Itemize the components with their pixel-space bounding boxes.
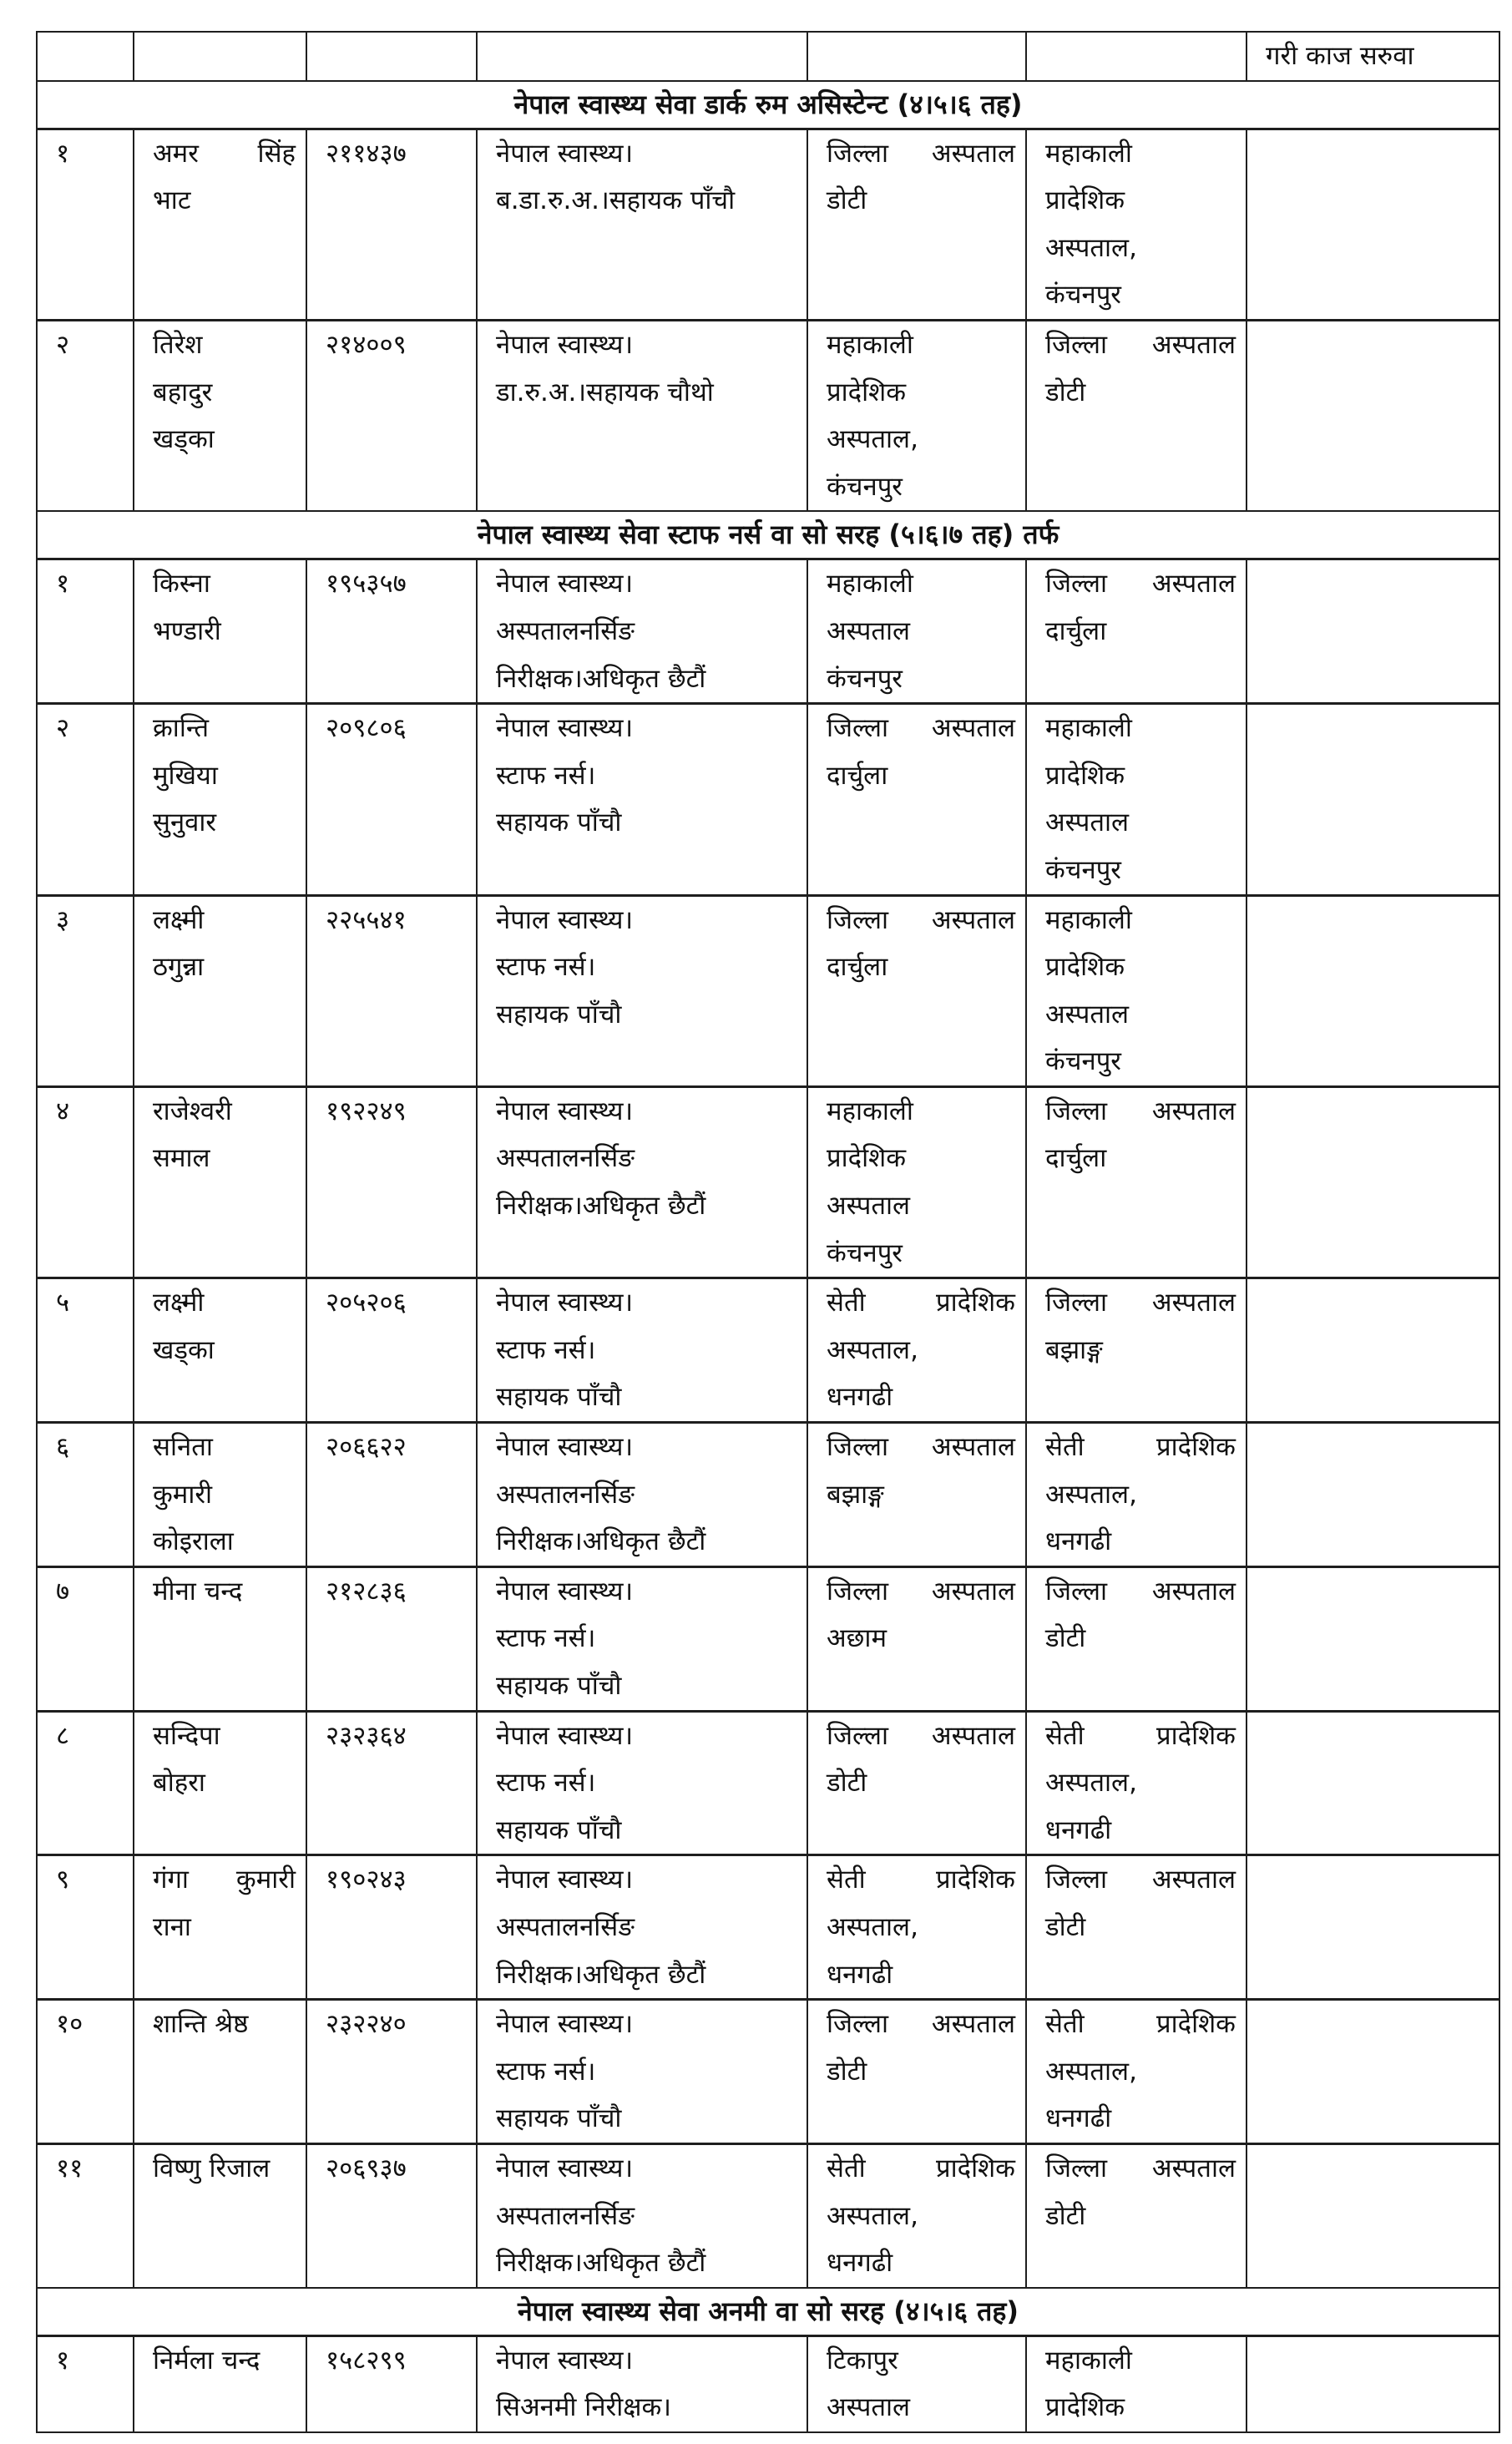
cell-employee-name	[134, 559, 306, 704]
cell-employee-name	[134, 2335, 306, 2432]
cell-from-office-line: प्रादेशिक	[827, 377, 907, 407]
cell-service-post	[477, 2000, 807, 2144]
cell-service-post	[477, 1278, 807, 1423]
cell-to-office-line: जिल्ला अस्पताल	[1045, 1865, 1236, 1895]
table-row	[37, 1855, 1499, 2000]
cell-employee-name-line: सनिता	[153, 1432, 213, 1463]
cell-to-office	[1026, 2335, 1247, 2432]
cell-employee-name	[134, 1855, 306, 2000]
cell-from-office-line: अस्पताल,	[827, 2200, 918, 2231]
cell-to-office-line: धनगढी	[1045, 2103, 1112, 2134]
cell-to-office	[1026, 1566, 1247, 1711]
cell-remarks	[1247, 2000, 1499, 2144]
cell-from-office	[807, 129, 1026, 320]
cell-employee-id	[306, 1711, 477, 1855]
cell-service-post-line: अस्पतालनर्सिङ	[496, 2200, 635, 2231]
cell-service-post-line: नेपाल स्वास्थ्य।	[496, 1288, 634, 1318]
cell-employee-name-line: गंगा कुमारी	[153, 1865, 296, 1895]
table-row	[37, 2000, 1499, 2144]
header-cell-remarks: गरी काज सरुवा	[1247, 32, 1499, 81]
cell-from-office	[807, 704, 1026, 895]
cell-service-post	[477, 704, 807, 895]
section-header-row	[37, 511, 1499, 559]
cell-employee-id	[306, 1086, 477, 1278]
cell-to-office-line: जिल्ला अस्पताल	[1045, 2153, 1236, 2183]
cell-from-office-line: अस्पताल	[827, 2392, 911, 2423]
cell-from-office-line: जिल्ला अस्पताल	[827, 2009, 1015, 2040]
cell-to-office-line: प्रादेशिक	[1045, 2392, 1125, 2423]
cell-to-office	[1026, 1423, 1247, 1567]
cell-employee-name-line: ठगुन्ना	[153, 952, 205, 983]
cell-employee-id-text: २३२२४०	[326, 2009, 407, 2040]
cell-from-office	[807, 1855, 1026, 2000]
table-row	[37, 1278, 1499, 1423]
cell-from-office-line: दार्चुला	[827, 760, 888, 791]
cell-employee-id-text: १५८२९९	[326, 2345, 407, 2376]
cell-employee-name	[134, 1566, 306, 1711]
table-row	[37, 1566, 1499, 1711]
cell-from-office-line: डोटी	[827, 2056, 867, 2087]
cell-to-office-line: डोटी	[1045, 1911, 1086, 1942]
header-cell-from	[807, 32, 1026, 81]
cell-serial-number	[37, 704, 134, 895]
cell-employee-name	[134, 704, 306, 895]
cell-service-post-line: नेपाल स्वास्थ्य।	[496, 1576, 634, 1607]
cell-service-post	[477, 129, 807, 320]
cell-service-post-line: सहायक पाँचौ	[496, 2103, 622, 2134]
cell-to-office-line: धनगढी	[1045, 1814, 1112, 1845]
cell-employee-name	[134, 1086, 306, 1278]
cell-employee-id	[306, 559, 477, 704]
cell-from-office-line: सेती प्रादेशिक	[827, 1865, 1015, 1895]
cell-to-office-line: अस्पताल	[1045, 999, 1130, 1030]
cell-employee-name-line: राजेश्वरी	[153, 1095, 232, 1126]
cell-employee-name-line: किस्ना	[153, 569, 210, 600]
cell-remarks	[1247, 1855, 1499, 2000]
cell-to-office	[1026, 1086, 1247, 1278]
table-row	[37, 559, 1499, 704]
cell-to-office-line: कंचनपुर	[1045, 854, 1121, 885]
cell-serial-number-text: ५	[56, 1288, 70, 1318]
cell-service-post-line: अस्पतालनर्सिङ	[496, 1479, 635, 1510]
cell-serial-number-text: १	[56, 2345, 70, 2376]
cell-employee-name-line: राना	[153, 1911, 191, 1942]
cell-remarks	[1247, 1278, 1499, 1423]
table-row	[37, 704, 1499, 895]
cell-to-office-line: अस्पताल,	[1045, 1479, 1137, 1510]
cell-from-office-line: सेती प्रादेशिक	[827, 2153, 1015, 2183]
cell-employee-name	[134, 1423, 306, 1567]
cell-from-office	[807, 320, 1026, 511]
section-title: नेपाल स्वास्थ्य सेवा डार्क रुम असिस्टेन्ट (४।५।६ तह)	[37, 81, 1499, 129]
header-cell-to	[1026, 32, 1247, 81]
cell-employee-name	[134, 895, 306, 1086]
cell-serial-number	[37, 129, 134, 320]
cell-serial-number	[37, 2143, 134, 2287]
cell-to-office-line: प्रादेशिक	[1045, 952, 1125, 983]
cell-serial-number	[37, 320, 134, 511]
cell-to-office	[1026, 129, 1247, 320]
cell-to-office	[1026, 559, 1247, 704]
cell-to-office-line: सेती प्रादेशिक	[1045, 1432, 1236, 1463]
cell-employee-name	[134, 2143, 306, 2287]
cell-employee-id	[306, 2335, 477, 2432]
cell-serial-number-text: २	[56, 329, 70, 360]
cell-to-office	[1026, 320, 1247, 511]
header-cell-name	[134, 32, 306, 81]
cell-from-office-line: महाकाली	[827, 1095, 913, 1126]
cell-remarks	[1247, 559, 1499, 704]
cell-from-office	[807, 2000, 1026, 2144]
cell-employee-name	[134, 129, 306, 320]
cell-to-office-line: डोटी	[1045, 2200, 1086, 2231]
cell-employee-name-line: सुनुवार	[153, 807, 217, 838]
table-row	[37, 1086, 1499, 1278]
table-row	[37, 1711, 1499, 1855]
cell-employee-id-text: २०५२०६	[326, 1288, 407, 1318]
cell-employee-id	[306, 129, 477, 320]
cell-to-office-line: अस्पताल,	[1045, 1768, 1137, 1799]
cell-service-post-line: डा.रु.अ.।सहायक चौथो	[496, 377, 714, 407]
cell-remarks	[1247, 2143, 1499, 2287]
cell-from-office-line: दार्चुला	[827, 952, 888, 983]
cell-from-office	[807, 1086, 1026, 1278]
cell-remarks	[1247, 2335, 1499, 2432]
cell-from-office-line: महाकाली	[827, 329, 913, 360]
cell-serial-number	[37, 1855, 134, 2000]
cell-from-office	[807, 2335, 1026, 2432]
cell-serial-number	[37, 1278, 134, 1423]
header-cell-id	[306, 32, 477, 81]
cell-to-office-line: प्रादेशिक	[1045, 760, 1125, 791]
table-row	[37, 2143, 1499, 2287]
cell-from-office-line: जिल्ला अस्पताल	[827, 1432, 1015, 1463]
cell-to-office	[1026, 2143, 1247, 2287]
section-header-row	[37, 81, 1499, 129]
cell-service-post-line: निरीक्षक।अधिकृत छैटौं	[496, 1526, 706, 1557]
cell-employee-name-line: क्रान्ति	[153, 713, 210, 744]
cell-from-office-line: महाकाली	[827, 569, 913, 600]
cell-employee-id	[306, 704, 477, 895]
cell-to-office-line: दार्चुला	[1045, 1143, 1107, 1174]
cell-serial-number	[37, 1423, 134, 1567]
cell-from-office-line: अस्पताल	[827, 615, 911, 646]
cell-from-office	[807, 895, 1026, 1086]
cell-serial-number	[37, 559, 134, 704]
transfer-table	[36, 31, 1500, 2433]
cell-employee-name-line: सन्दिपा	[153, 1720, 220, 1751]
cell-employee-name-line: मुखिया	[153, 760, 218, 791]
cell-employee-id-text: २१४००९	[326, 329, 407, 360]
cell-serial-number-text: ३	[56, 904, 70, 935]
cell-service-post-line: अस्पतालनर्सिङ	[496, 1143, 635, 1174]
cell-remarks	[1247, 1423, 1499, 1567]
cell-from-office-line: कंचनपुर	[827, 663, 903, 694]
cell-service-post-line: नेपाल स्वास्थ्य।	[496, 2345, 634, 2376]
cell-from-office-line: सेती प्रादेशिक	[827, 1288, 1015, 1318]
cell-employee-id	[306, 1566, 477, 1711]
cell-serial-number-text: १	[56, 138, 70, 169]
cell-from-office	[807, 1278, 1026, 1423]
cell-to-office-line: जिल्ला अस्पताल	[1045, 1576, 1236, 1607]
cell-employee-id-text: २०६६२२	[326, 1432, 407, 1463]
cell-service-post-line: सहायक पाँचौ	[496, 1671, 622, 1701]
cell-employee-id	[306, 320, 477, 511]
cell-service-post-line: नेपाल स्वास्थ्य।	[496, 904, 634, 935]
cell-employee-name-line: खड्का	[153, 1334, 215, 1365]
cell-employee-name-line: बोहरा	[153, 1768, 205, 1799]
cell-to-office-line: महाकाली	[1045, 713, 1132, 744]
cell-to-office-line: सेती प्रादेशिक	[1045, 1720, 1236, 1751]
cell-to-office-line: अस्पताल,	[1045, 2056, 1137, 2087]
cell-from-office-line: जिल्ला अस्पताल	[827, 713, 1015, 744]
cell-service-post	[477, 320, 807, 511]
cell-from-office-line: जिल्ला अस्पताल	[827, 904, 1015, 935]
cell-serial-number-text: ७	[56, 1576, 70, 1607]
cell-to-office-line: जिल्ला अस्पताल	[1045, 1095, 1236, 1126]
cell-service-post-line: निरीक्षक।अधिकृत छैटौं	[496, 1959, 706, 1990]
cell-from-office-line: अस्पताल	[827, 1191, 911, 1222]
cell-employee-id-text: २१२८३६	[326, 1576, 407, 1607]
table-row	[37, 129, 1499, 320]
cell-serial-number-text: ६	[56, 1432, 70, 1463]
cell-from-office-line: अछाम	[827, 1623, 887, 1654]
cell-from-office	[807, 1566, 1026, 1711]
cell-service-post-line: निरीक्षक।अधिकृत छैटौं	[496, 1191, 706, 1222]
cell-remarks	[1247, 704, 1499, 895]
cell-employee-id-text: १९५३५७	[326, 569, 407, 600]
cell-from-office-line: डोटी	[827, 1768, 867, 1799]
cell-to-office-line: अस्पताल	[1045, 807, 1130, 838]
section-title: नेपाल स्वास्थ्य सेवा स्टाफ नर्स वा सो सरह (५।६।७ तह) तर्फ	[37, 511, 1499, 559]
cell-employee-id-text: २०६९३७	[326, 2153, 407, 2183]
cell-service-post-line: सहायक पाँचौ	[496, 999, 622, 1030]
cell-service-post	[477, 2335, 807, 2432]
cell-employee-name-line: शान्ति श्रेष्ठ	[153, 2009, 249, 2040]
cell-serial-number-text: १०	[56, 2009, 83, 2040]
cell-to-office-line: महाकाली	[1045, 2345, 1132, 2376]
table-row	[37, 2335, 1499, 2432]
cell-to-office-line: कंचनपुर	[1045, 280, 1121, 311]
cell-service-post-line: सहायक पाँचौ	[496, 1814, 622, 1845]
cell-serial-number	[37, 1566, 134, 1711]
cell-from-office-line: अस्पताल,	[827, 1911, 918, 1942]
cell-service-post-line: स्टाफ नर्स।	[496, 1623, 596, 1654]
cell-service-post-line: निरीक्षक।अधिकृत छैटौं	[496, 663, 706, 694]
cell-from-office	[807, 1711, 1026, 1855]
cell-from-office-line: धनगढी	[827, 1959, 893, 1990]
table-row	[37, 895, 1499, 1086]
cell-employee-id-text: २३२३६४	[326, 1720, 407, 1751]
cell-serial-number-text: ९	[56, 1865, 70, 1895]
cell-serial-number-text: ८	[56, 1720, 70, 1751]
cell-to-office	[1026, 1278, 1247, 1423]
cell-to-office-line: दार्चुला	[1045, 615, 1107, 646]
cell-service-post-line: नेपाल स्वास्थ्य।	[496, 2153, 634, 2183]
cell-employee-id	[306, 1423, 477, 1567]
cell-employee-name	[134, 1711, 306, 1855]
cell-service-post-line: नेपाल स्वास्थ्य।	[496, 1095, 634, 1126]
cell-from-office-line: कंचनपुर	[827, 1237, 903, 1268]
cell-serial-number	[37, 2000, 134, 2144]
cell-from-office-line: जिल्ला अस्पताल	[827, 138, 1015, 169]
cell-service-post-line: नेपाल स्वास्थ्य।	[496, 713, 634, 744]
cell-service-post-line: नेपाल स्वास्थ्य।	[496, 1720, 634, 1751]
cell-employee-id-text: १९०२४३	[326, 1865, 407, 1895]
cell-service-post	[477, 1423, 807, 1567]
cell-to-office-line: जिल्ला अस्पताल	[1045, 569, 1236, 600]
cell-from-office	[807, 1423, 1026, 1567]
cell-service-post-line: अस्पतालनर्सिङ	[496, 615, 635, 646]
cell-employee-name-line: लक्ष्मी	[153, 904, 205, 935]
cell-to-office-line: जिल्ला अस्पताल	[1045, 1288, 1236, 1318]
cell-service-post-line: नेपाल स्वास्थ्य।	[496, 569, 634, 600]
cell-employee-name-line: तिरेश	[153, 329, 203, 360]
cell-serial-number-text: १	[56, 569, 70, 600]
cell-from-office-line: टिकापुर	[827, 2345, 898, 2376]
cell-to-office	[1026, 2000, 1247, 2144]
cell-service-post	[477, 1566, 807, 1711]
cell-employee-name	[134, 2000, 306, 2144]
cell-employee-name-line: भण्डारी	[153, 615, 221, 646]
table-row	[37, 320, 1499, 511]
section-header-row	[37, 2288, 1499, 2336]
cell-remarks	[1247, 320, 1499, 511]
cell-serial-number-text: २	[56, 713, 70, 744]
cell-service-post-line: स्टाफ नर्स।	[496, 952, 596, 983]
table-row	[37, 1423, 1499, 1567]
cell-from-office	[807, 2143, 1026, 2287]
cell-from-office-line: धनगढी	[827, 2248, 893, 2279]
cell-service-post-line: नेपाल स्वास्थ्य।	[496, 2009, 634, 2040]
cell-from-office-line: धनगढी	[827, 1382, 893, 1413]
cell-employee-name-line: कोइराला	[153, 1526, 234, 1557]
cell-to-office-line: डोटी	[1045, 1623, 1086, 1654]
cell-employee-id	[306, 895, 477, 1086]
cell-service-post-line: स्टाफ नर्स।	[496, 2056, 596, 2087]
cell-serial-number	[37, 2335, 134, 2432]
cell-remarks	[1247, 1566, 1499, 1711]
cell-serial-number	[37, 1086, 134, 1278]
cell-service-post-line: सहायक पाँचौ	[496, 807, 622, 838]
cell-service-post-line: सहायक पाँचौ	[496, 1382, 622, 1413]
cell-to-office	[1026, 895, 1247, 1086]
cell-employee-id-text: २११४३७	[326, 138, 407, 169]
cell-employee-id-text: २२५५४१	[326, 904, 407, 935]
cell-service-post-line: नेपाल स्वास्थ्य।	[496, 138, 634, 169]
header-cell-sn	[37, 32, 134, 81]
cell-employee-name-line: लक्ष्मी	[153, 1288, 205, 1318]
cell-to-office-line: सेती प्रादेशिक	[1045, 2009, 1236, 2040]
cell-from-office-line: जिल्ला अस्पताल	[827, 1720, 1015, 1751]
cell-employee-id	[306, 2143, 477, 2287]
cell-employee-name-line: कुमारी	[153, 1479, 213, 1510]
cell-service-post-line: स्टाफ नर्स।	[496, 1334, 596, 1365]
cell-employee-name-line: मीना चन्द	[153, 1576, 243, 1607]
cell-employee-id-text: १९२२४९	[326, 1095, 407, 1126]
cell-to-office	[1026, 1855, 1247, 2000]
cell-serial-number	[37, 895, 134, 1086]
cell-employee-name	[134, 1278, 306, 1423]
cell-service-post-line: निरीक्षक।अधिकृत छैटौं	[496, 2248, 706, 2279]
cell-employee-name-line: विष्णु रिजाल	[153, 2153, 271, 2183]
cell-employee-name-line: बहादुर	[153, 377, 213, 407]
cell-employee-id	[306, 1278, 477, 1423]
cell-employee-name-line: समाल	[153, 1143, 210, 1174]
cell-to-office-line: अस्पताल,	[1045, 232, 1137, 263]
cell-to-office-line: महाकाली	[1045, 904, 1132, 935]
cell-service-post-line: नेपाल स्वास्थ्य।	[496, 329, 634, 360]
cell-service-post-line: सिअनमी निरीक्षक।	[496, 2392, 672, 2423]
cell-service-post	[477, 1855, 807, 2000]
cell-employee-name-line: निर्मला चन्द	[153, 2345, 260, 2376]
cell-service-post	[477, 1711, 807, 1855]
cell-service-post-line: अस्पतालनर्सिङ	[496, 1911, 635, 1942]
section-title: नेपाल स्वास्थ्य सेवा अनमी वा सो सरह (४।५।६ तह)	[37, 2288, 1499, 2336]
cell-remarks	[1247, 1086, 1499, 1278]
cell-serial-number	[37, 1711, 134, 1855]
cell-remarks	[1247, 129, 1499, 320]
cell-to-office-line: जिल्ला अस्पताल	[1045, 329, 1236, 360]
cell-service-post-line: नेपाल स्वास्थ्य।	[496, 1432, 634, 1463]
cell-employee-id	[306, 2000, 477, 2144]
cell-from-office-line: डोटी	[827, 185, 867, 216]
cell-service-post	[477, 559, 807, 704]
cell-to-office-line: डोटी	[1045, 377, 1086, 407]
cell-service-post-line: ब.डा.रु.अ.।सहायक पाँचौ	[496, 185, 736, 216]
cell-to-office	[1026, 704, 1247, 895]
cell-from-office-line: जिल्ला अस्पताल	[827, 1576, 1015, 1607]
cell-service-post-line: नेपाल स्वास्थ्य।	[496, 1865, 634, 1895]
cell-employee-name-line: भाट	[153, 185, 191, 216]
cell-employee-name	[134, 320, 306, 511]
cell-from-office-line: अस्पताल,	[827, 1334, 918, 1365]
cell-serial-number-text: ४	[56, 1095, 70, 1126]
cell-serial-number-text: ११	[56, 2153, 83, 2183]
cell-employee-name-line: खड्का	[153, 424, 215, 455]
table-header-row	[37, 32, 1499, 81]
cell-service-post-line: स्टाफ नर्स।	[496, 1768, 596, 1799]
cell-from-office-line: बझाङ्ग	[827, 1479, 884, 1510]
cell-from-office-line: कंचनपुर	[827, 471, 903, 502]
cell-to-office-line: धनगढी	[1045, 1526, 1112, 1557]
cell-remarks	[1247, 1711, 1499, 1855]
cell-service-post	[477, 2143, 807, 2287]
cell-remarks	[1247, 895, 1499, 1086]
cell-from-office-line: अस्पताल,	[827, 424, 918, 455]
cell-from-office-line: प्रादेशिक	[827, 1143, 907, 1174]
cell-employee-id-text: २०९८०६	[326, 713, 407, 744]
cell-from-office	[807, 559, 1026, 704]
cell-to-office-line: प्रादेशिक	[1045, 185, 1125, 216]
cell-to-office-line: कंचनपुर	[1045, 1046, 1121, 1077]
cell-to-office-line: बझाङ्ग	[1045, 1334, 1103, 1365]
cell-to-office-line: महाकाली	[1045, 138, 1132, 169]
header-cell-post	[477, 32, 807, 81]
cell-service-post	[477, 1086, 807, 1278]
cell-service-post	[477, 895, 807, 1086]
cell-employee-id	[306, 1855, 477, 2000]
cell-employee-name-line: अमर सिंह	[153, 138, 296, 169]
cell-service-post-line: स्टाफ नर्स।	[496, 760, 596, 791]
cell-to-office	[1026, 1711, 1247, 1855]
